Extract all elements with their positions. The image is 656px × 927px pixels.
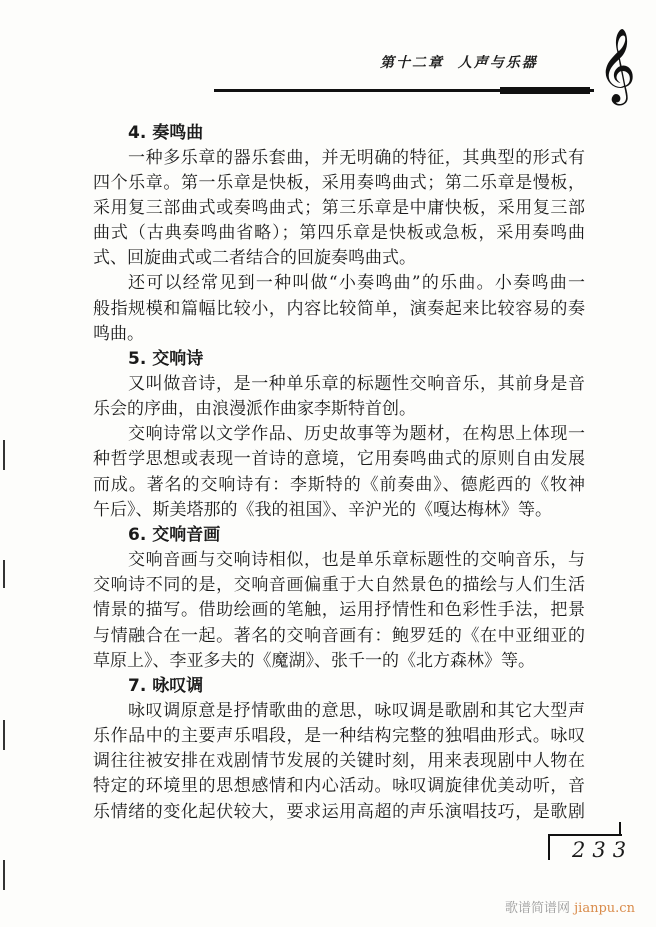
scan-mark (3, 440, 5, 470)
text-line: 乐作品中的主要声乐唱段，是一种结构完整的独唱曲形式。咏叹 (93, 726, 585, 747)
text-line: 情景的描写。借助绘画的笔触，运用抒情性和色彩性手法，把景 (93, 600, 585, 621)
watermark (505, 897, 635, 916)
text-line: 乐情绪的变化起伏较大，要求运用高超的声乐演唱技巧，是歌剧 (93, 801, 585, 822)
section-heading: 5. 交响诗 (128, 348, 204, 369)
text-line: 种哲学思想或表现一首诗的意境，它用奏鸣曲式的原则自由发展 (93, 449, 585, 470)
text-line: 午后》、斯美塔那的《我的祖国》、辛沪光的《嘎达梅林》等。 (93, 499, 552, 520)
page-number: 233 (572, 838, 634, 862)
watermark-site-name: 歌谱简谱网 (505, 901, 571, 916)
text-line: 又叫做音诗，是一种单乐章的标题性交响音乐，其前身是音 (128, 374, 585, 394)
text-line: 草原上》、李亚多夫的《魔湖》、张千一的《北方森林》等。 (93, 650, 535, 671)
section-heading: 7. 咏叹调 (128, 675, 204, 696)
chapter-title: 第十二章 人声与乐器 (380, 55, 538, 71)
text-line: 交响音画与交响诗相似，也是单乐章标题性的交响音乐，与 (128, 550, 585, 571)
scan-mark (3, 720, 5, 750)
text-line: 曲式（古典奏鸣曲省略）；第四乐章是快板或急板，采用奏鸣曲 (93, 223, 585, 244)
text-line: 与情融合在一起。著名的交响音画有：鲍罗廷的《在中亚细亚的 (93, 625, 585, 646)
text-line: 交响诗常以文学作品、历史故事等为题材，在构思上体现一 (128, 424, 585, 445)
text-line: 般指规模和篇幅比较小，内容比较简单，演奏起来比较容易的奏 (93, 298, 585, 319)
text-line: 还可以经常见到一种叫做“小奏鸣曲”的乐曲。小奏鸣曲一 (128, 273, 585, 294)
text-line: 调往往被安排在戏剧情节发展的关键时刻，用来表现剧中人物在 (93, 751, 585, 772)
text-line: 特定的环境里的思想感情和内心活动。咏叹调旋律优美动听，音 (93, 776, 585, 797)
text-line: 咏叹调原意是抒情歌曲的意思，咏叹调是歌剧和其它大型声 (128, 700, 585, 721)
section-heading: 6. 交响音画 (128, 524, 221, 545)
text-line: 四个乐章。第一乐章是快板，采用奏鸣曲式；第二乐章是慢板， (93, 172, 585, 193)
text-line: 而成。著名的交响诗有：李斯特的《前奏曲》、德彪西的《牧神 (93, 474, 585, 495)
scan-mark (3, 560, 5, 588)
header-rule-thick (500, 87, 590, 94)
text-line: 一种多乐章的器乐套曲，并无明确的特征，其典型的形式有 (128, 147, 585, 168)
scan-mark (3, 860, 5, 890)
section-heading: 4. 奏鸣曲 (128, 122, 204, 143)
text-line: 交响诗不同的是，交响音画偏重于大自然景色的描绘与人们生活 (93, 575, 585, 596)
text-line: 乐会的序曲，由浪漫派作曲家李斯特首创。 (93, 399, 416, 420)
text-line: 采用复三部曲式或奏鸣曲式；第三乐章是中庸快板，采用复三部 (93, 197, 585, 218)
text-line: 式、回旋曲式或二者结合的回旋奏鸣曲式。 (93, 248, 416, 269)
treble-clef-icon: 𝄞 (598, 29, 636, 103)
watermark-url: jianpu.cn (574, 901, 635, 916)
text-line: 鸣曲。 (93, 323, 144, 344)
